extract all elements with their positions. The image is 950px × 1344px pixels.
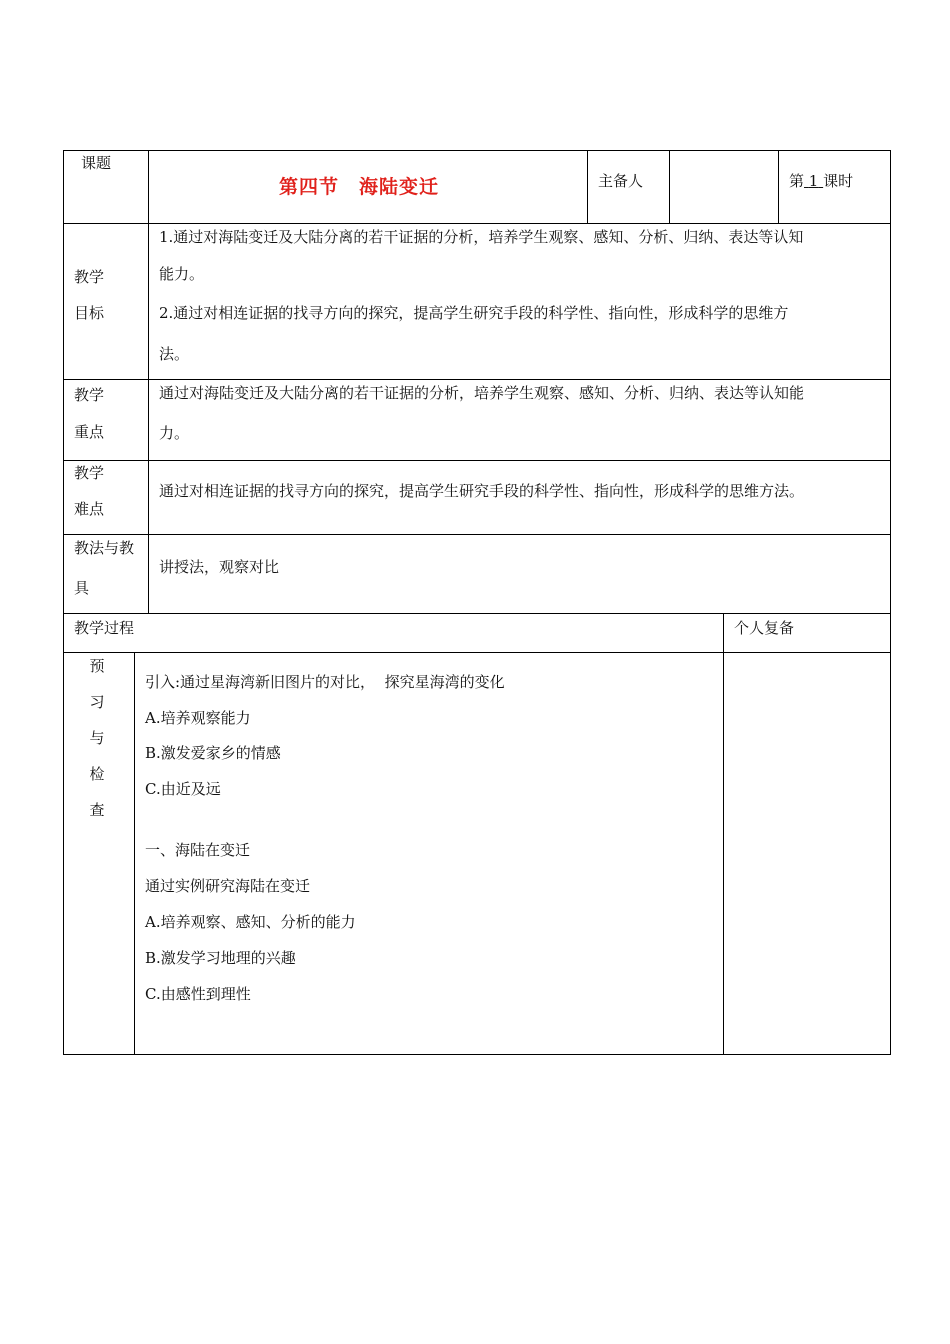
objectives-line-3: 2.通过对相连证据的找寻方向的探究，提高学生研究手段的科学性、指向性，形成科学的思维方 <box>159 304 789 322</box>
row-divider <box>63 460 891 461</box>
process-intro-c: C.由近及远 <box>145 780 221 798</box>
side-char: 与 <box>89 729 105 747</box>
table-border-top <box>63 150 891 151</box>
col-divider-label <box>148 150 149 614</box>
row-divider <box>63 223 891 224</box>
table-border-left <box>63 150 64 1055</box>
table-border-bottom <box>63 1054 891 1055</box>
col-divider-zhubeiren <box>669 150 670 224</box>
col-divider-side <box>134 652 135 1055</box>
page-title: 第四节 海陆变迁 <box>279 176 440 198</box>
personal-prep-label: 个人复备 <box>734 619 795 637</box>
keypoints-label-1: 教学 <box>74 386 105 404</box>
lesson-suffix: 课时 <box>823 172 854 190</box>
process-side-label <box>87 648 107 828</box>
process-intro: 引入:通过星海湾新旧图片的对比， 探究星海湾的变化 <box>145 673 505 691</box>
difficulties-text: 通过对相连证据的找寻方向的探究，提高学生研究手段的科学性、指向性，形成科学的思维方法。 <box>159 482 805 500</box>
side-char: 预 <box>89 657 105 675</box>
section-1-a: A.培养观察、感知、分析的能力 <box>145 913 356 931</box>
section-1-title: 一、海陆在变迁 <box>145 841 251 859</box>
col-divider-lesson <box>778 150 779 224</box>
methods-label-2: 具 <box>74 579 90 597</box>
difficulties-label-2: 难点 <box>74 500 105 518</box>
difficulties-label-1: 教学 <box>74 464 105 482</box>
lesson-prefix: 第 <box>789 172 805 190</box>
row-divider <box>63 534 891 535</box>
side-char: 习 <box>89 693 105 711</box>
table-border-right <box>890 150 891 1055</box>
methods-label-1: 教法与教 <box>74 539 135 557</box>
objectives-line-1: 1.通过对海陆变迁及大陆分离的若干证据的分析，培养学生观察、感知、分析、归纳、表达等认知 <box>159 228 804 246</box>
keypoints-label-2: 重点 <box>74 423 105 441</box>
objectives-line-4: 法。 <box>159 345 190 363</box>
lesson-number <box>804 172 823 190</box>
objectives-line-2: 能力。 <box>159 265 205 283</box>
objectives-label-1: 教学 <box>74 268 105 286</box>
methods-text: 讲授法，观察对比 <box>159 558 280 576</box>
section-1-b: B.激发学习地理的兴趣 <box>145 949 296 967</box>
col-divider-title <box>587 150 588 224</box>
zhubeiren-label: 主备人 <box>598 172 644 190</box>
section-1-text: 通过实例研究海陆在变迁 <box>145 877 311 895</box>
side-char: 检 <box>89 765 105 783</box>
section-1-c: C.由感性到理性 <box>145 985 251 1003</box>
col-divider-personal <box>723 613 724 1055</box>
process-label: 教学过程 <box>74 619 135 637</box>
row-divider <box>63 652 891 653</box>
lesson-count <box>789 174 853 189</box>
process-intro-a: A.培养观察能力 <box>145 709 251 727</box>
keypoints-line-2: 力。 <box>159 424 190 442</box>
process-intro-b: B.激发爱家乡的情感 <box>145 744 281 762</box>
lesson-number-value: 1 <box>808 172 819 190</box>
row-divider <box>63 379 891 380</box>
side-char: 查 <box>89 801 105 819</box>
objectives-label-2: 目标 <box>74 304 105 322</box>
keti-label: 课题 <box>81 154 112 172</box>
keypoints-line-1: 通过对海陆变迁及大陆分离的若干证据的分析，培养学生观察、感知、分析、归纳、表达等认知能 <box>159 384 805 402</box>
row-divider <box>63 613 891 614</box>
